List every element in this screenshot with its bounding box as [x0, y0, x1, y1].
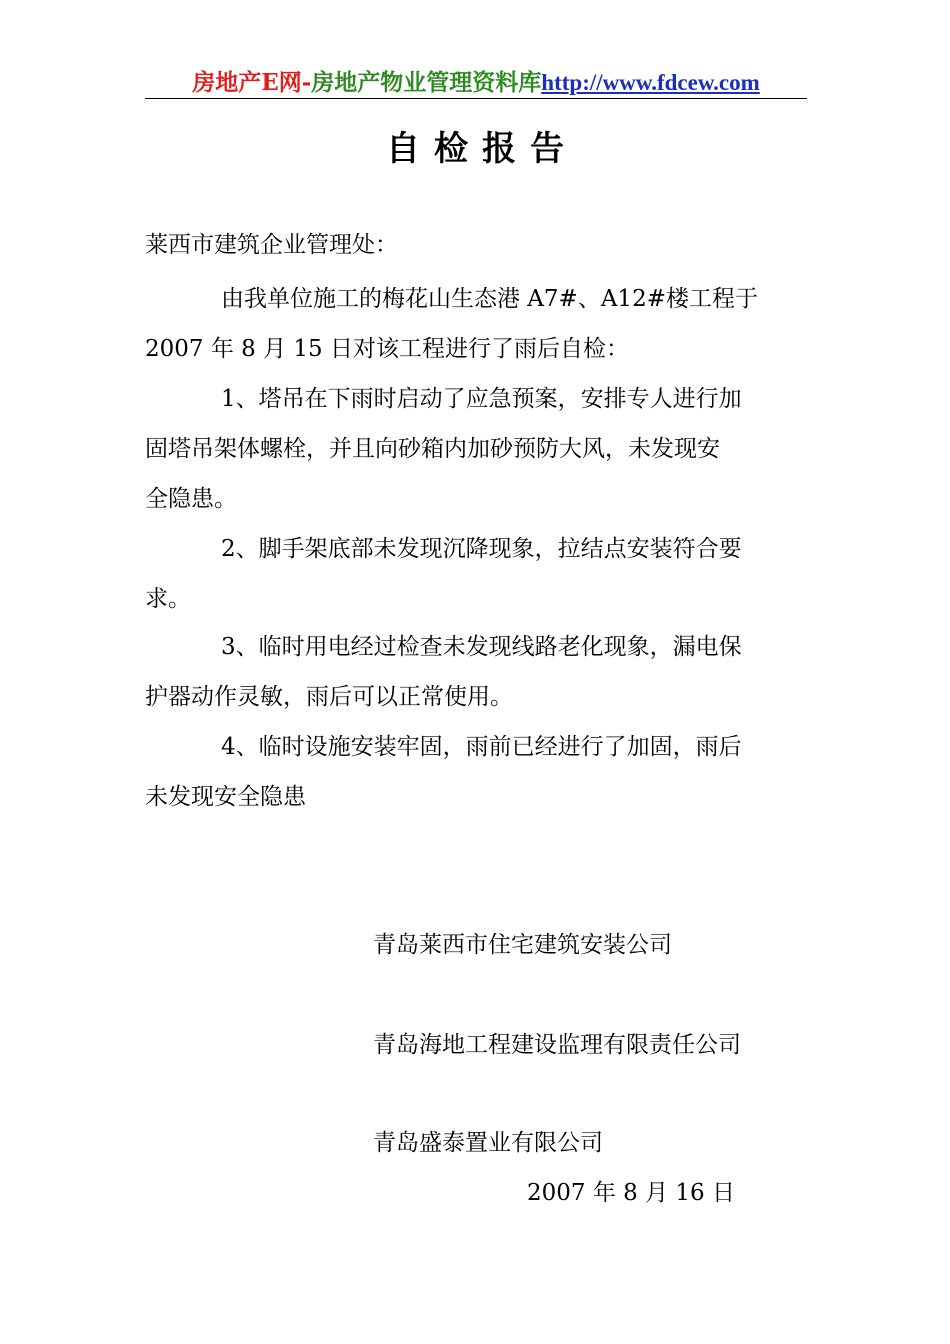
- header-separator: -: [301, 69, 312, 96]
- signatory-3: 青岛盛泰置业有限公司: [373, 1130, 603, 1156]
- item-2-line-1: 2、脚手架底部未发现沉降现象，拉结点安装符合要: [221, 536, 742, 562]
- item-3-paragraph: [145, 622, 815, 722]
- item-1-line-1: 1、塔吊在下雨时启动了应急预案，安排专人进行加: [221, 386, 742, 412]
- item-1-line-2: 固塔吊架体螺栓，并且向砂箱内加砂预防大风，未发现安: [145, 436, 720, 462]
- item-2-line-2: 求。: [145, 586, 191, 612]
- library-name: 房地产物业管理资料库: [311, 69, 542, 96]
- signatory-2: 青岛海地工程建设监理有限责任公司: [373, 1032, 741, 1058]
- item-4-line-1: 4、临时设施安装牢固，雨前已经进行了加固，雨后: [221, 734, 742, 760]
- item-2-paragraph: [145, 524, 815, 624]
- header-divider: [145, 98, 807, 99]
- item-3-line-1: 3、临时用电经过检查未发现线路老化现象，漏电保: [221, 634, 742, 660]
- intro-line-1: 由我单位施工的梅花山生态港 A7#、A12#楼工程于: [221, 286, 758, 312]
- item-1-line-3: 全隐患。: [145, 486, 237, 512]
- item-4-line-2: 未发现安全隐患: [145, 784, 306, 810]
- site-url-link[interactable]: http://www.fdcew.com: [541, 70, 760, 95]
- signatory-1: 青岛莱西市住宅建筑安装公司: [373, 932, 672, 958]
- document-title: 自检报告: [386, 129, 578, 169]
- intro-paragraph: [145, 274, 815, 374]
- document-date: 2007 年 8 月 16 日: [527, 1180, 735, 1206]
- intro-line-2: 2007 年 8 月 15 日对该工程进行了雨后自检：: [145, 336, 629, 362]
- page-header: [145, 66, 807, 100]
- item-1-paragraph: [145, 374, 815, 524]
- site-name: 房地产E网: [192, 69, 302, 96]
- item-4-paragraph: [145, 722, 815, 822]
- addressee: 莱西市建筑企业管理处：: [145, 232, 398, 258]
- item-3-line-2: 护器动作灵敏，雨后可以正常使用。: [145, 684, 513, 710]
